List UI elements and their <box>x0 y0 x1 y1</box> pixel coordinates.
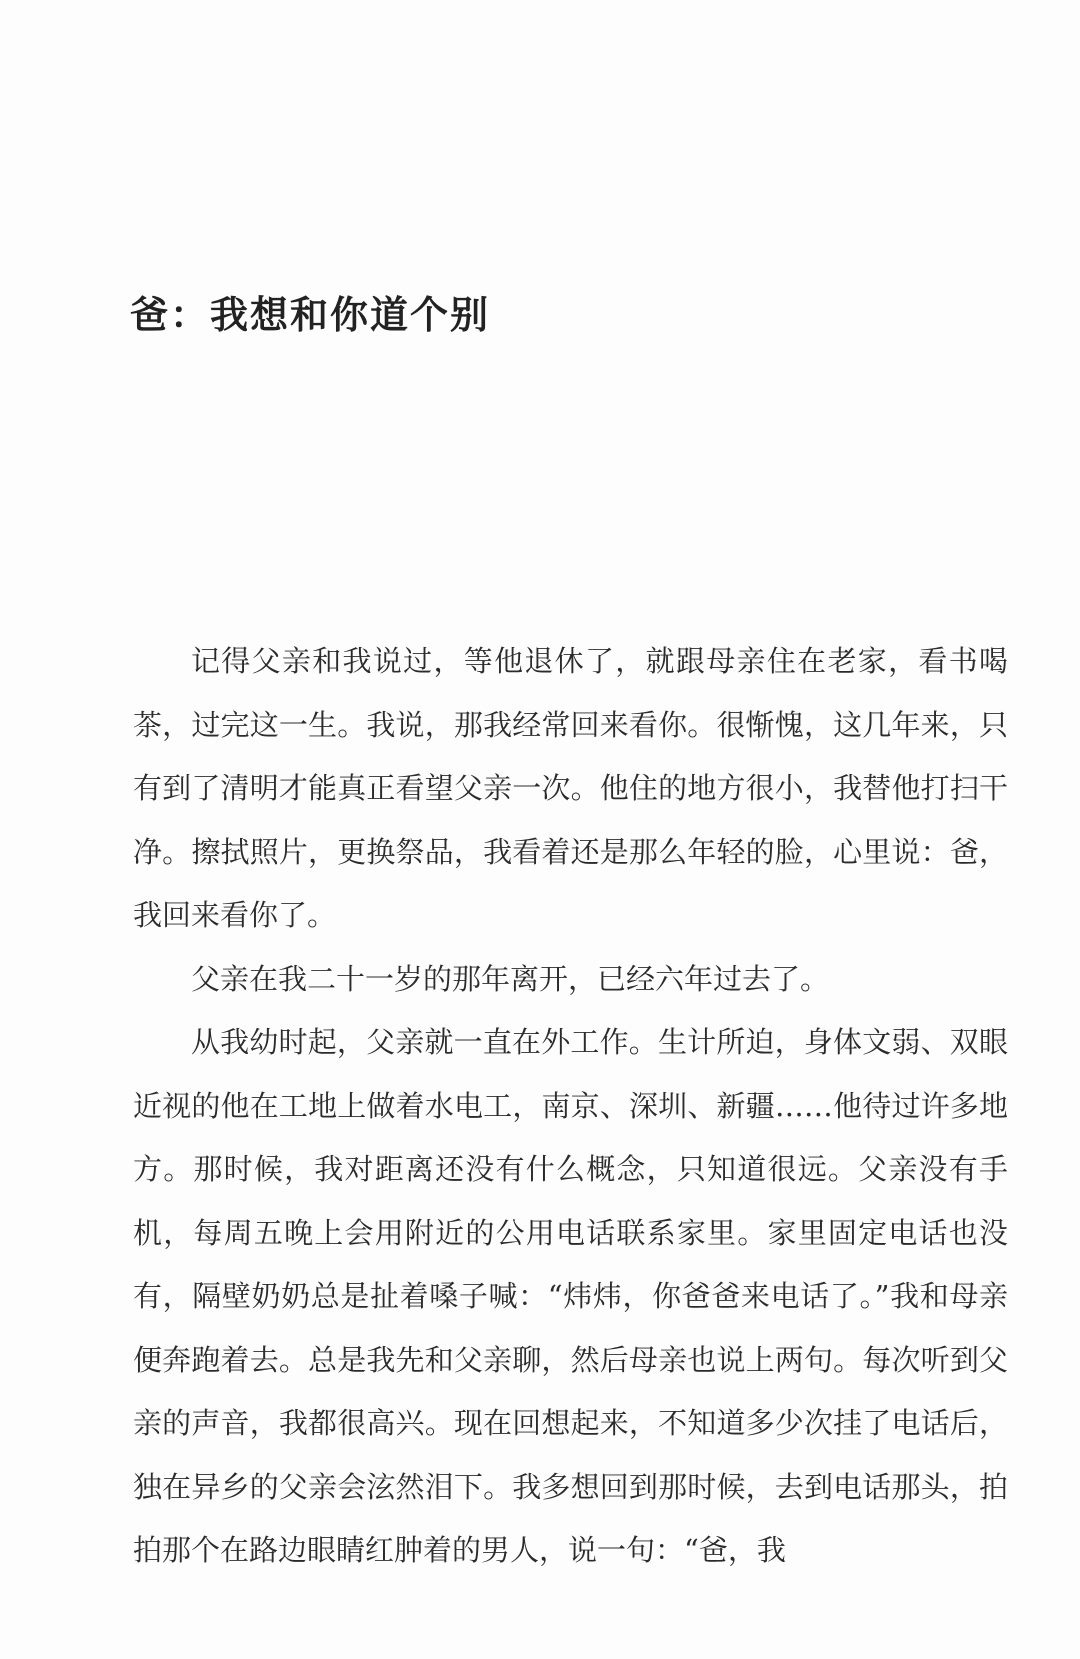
paragraph-1: 记得父亲和我说过，等他退休了，就跟母亲住在老家，看书喝茶，过完这一生。我说，那我经常回来看你。很惭愧，这几年来，只有到了清明才能真正看望父亲一次。他住的地方很小，我替他打扫干净。擦拭照片，更换祭品，我看着还是那么年轻的脸，心里说：爸，我回来看你了。 <box>133 644 1008 932</box>
paragraph-2: 父亲在我二十一岁的那年离开，已经六年过去了。 <box>191 961 830 996</box>
chapter-body <box>133 630 1008 1583</box>
chapter-title: 爸：我想和你道个别 <box>130 292 491 337</box>
paragraph-3: 从我幼时起，父亲就一直在外工作。生计所迫，身体文弱、双眼近视的他在工地上做着水电工，南京、深圳、新疆……他待过许多地方。那时候，我对距离还没有什么概念，只知道很远。父亲没有手机，每周五晚上会用附近的公用电话联系家里。家里固定电话也没有，隔壁奶奶总是扯着嗓子喊：“炜炜，你爸爸来电话了。”我和母亲便奔跑着去。总是我先和父亲聊，然后母亲也说上两句。每次听到父亲的声音，我都很高兴。现在回想起来，不知道多少次挂了电话后，独在异乡的父亲会泫然泪下。我多想回到那时候，去到电话那头，拍拍那个在路边眼睛红肿着的男人，说一句：“爸，我 <box>133 1025 1008 1567</box>
